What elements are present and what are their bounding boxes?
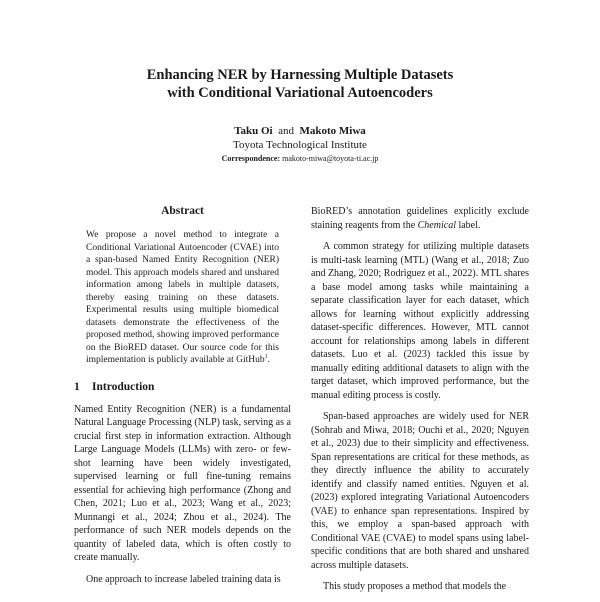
paper-title	[60, 66, 540, 102]
continued-paragraph	[311, 205, 529, 232]
correspondence-email: makoto-miwa@toyota-ti.ac.jp	[282, 154, 379, 163]
author-conjunction: and	[278, 125, 295, 137]
abstract-text: We propose a novel method to integrate a Conditional Variational Autoencoder (CVAE) into a span-based Named Entity Recognition (NER) model. This approach models shared and unshared information among labels in multiple datasets, thereby easing training on these datasets. Experimental results using multiple biomedical datasets demonstrate the effectiveness of the proposed method, showing improved performance on the BioRED dataset. Our source code for this implementation is publicly available at GitHub	[86, 230, 279, 365]
continued-text: BioRED’s annotation guidelines explicitly exclude staining reagents from the	[311, 206, 529, 231]
title-line-2: with Conditional Variational Autoencoders	[167, 85, 433, 101]
correspondence-label: Correspondence:	[221, 154, 281, 163]
abstract-end: .	[267, 355, 270, 365]
title-line-1: Enhancing NER by Harnessing Multiple Datasets	[146, 67, 454, 83]
author-line	[60, 124, 540, 138]
intro-paragraph: One approach to increase labeled training data is	[86, 573, 281, 585]
abstract-body	[86, 229, 279, 367]
body-paragraph: A common strategy for utilizing multiple datasets is multi-task learning (MTL) (Wang et al., 2018; Zuo and Zhang, 2020; Rodriguez et al., 2022). MTL shares a base model among tasks while maintaining a separate classification layer for each dataset, which allows for learning without explicitly addressing dataset-specific differences. However, MTL cannot account for relationships among labels in different datasets. Luo et al. (2023) tackled this issue by manually editing additional datasets to align with the target dataset, which improved performance, but the manual editing process is costly.	[311, 241, 529, 401]
abstract-heading: Abstract	[161, 205, 204, 217]
intro-paragraph: Named Entity Recognition (NER) is a fundamental Natural Language Processing (NLP) task, serving as a crucial first step in information extraction. Although Large Language Models (LLMs) with zero- or few-shot learning have been widely investigated, supervised learning or full fine-tuning remains essential for achieving high performance (Zhong and Chen, 2021; Luo et al., 2023; Wang et al., 2023; Munnangi et al., 2024; Zhou et al., 2024). The performance of such NER models depends on the quantity of labeled data, which is often costly to create manually.	[74, 403, 291, 563]
right-column	[311, 205, 529, 602]
chemical-label: Chemical	[417, 219, 456, 231]
author-1: Taku Oi	[234, 125, 273, 137]
body-paragraph: This study proposes a method that models the	[323, 581, 507, 592]
body-paragraph: Span-based approaches are widely used for NER (Sohrab and Miwa, 2018; Ouchi et al., 2020; Nguyen et al., 2023) due to their simplicity and effectiveness. Span representations are critical for these methods, as they directly influence the ability to accurately identify and classify named entities. Nguyen et al. (2023) explored integrating Variational Autoencoders (VAE) to enhance span representations. Inspired by this, we employ a span-based approach with Conditional VAE (CVAE) to model spans using label-specific conditions that are both shared and unshared across multiple datasets.	[311, 411, 529, 571]
author-2: Makoto Miwa	[299, 125, 366, 137]
affiliation: Toyota Technological Institute	[233, 139, 367, 151]
section-number: 1	[74, 380, 80, 393]
left-column	[74, 205, 291, 594]
correspondence	[60, 154, 540, 164]
continued-text-end: label.	[455, 219, 481, 231]
footnote-marker: 1	[264, 353, 268, 360]
section-title: Introduction	[92, 380, 155, 393]
section-heading-introduction	[74, 381, 291, 393]
